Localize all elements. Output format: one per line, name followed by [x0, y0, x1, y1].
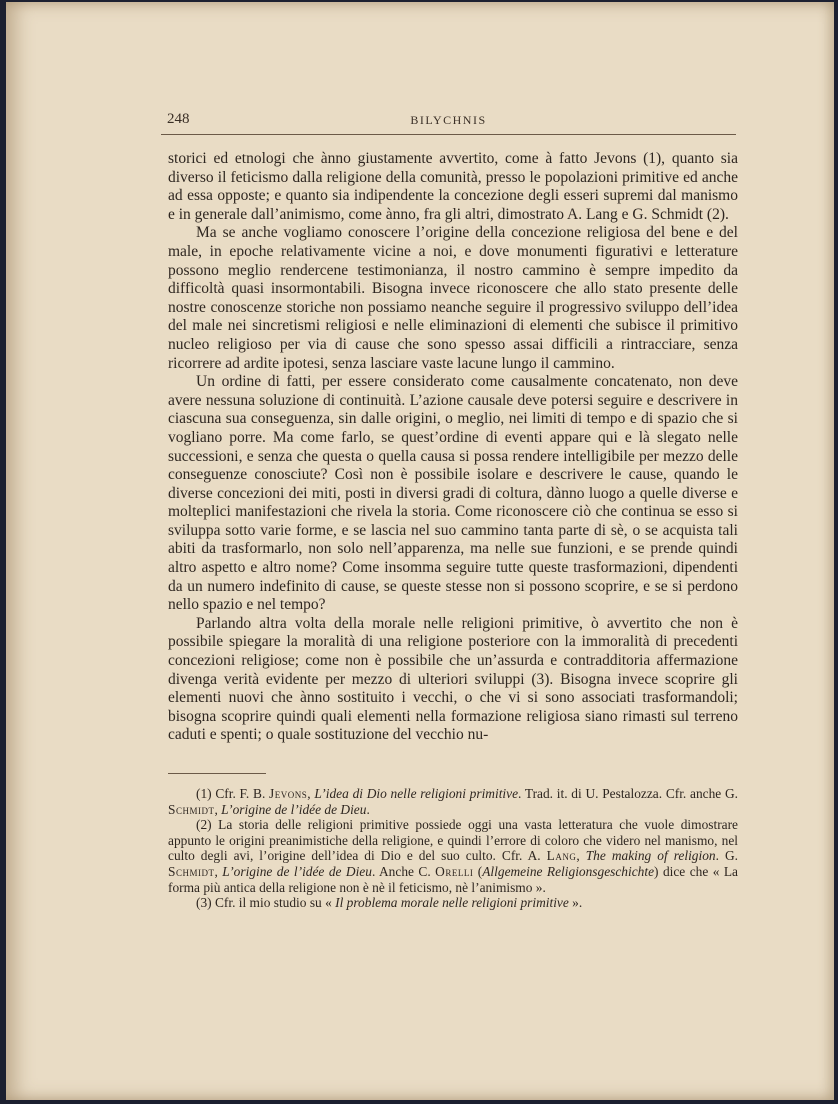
footnotes: [168, 786, 738, 911]
paragraph-4: Parlando altra volta della morale nelle religioni primitive, ò avvertito che non è possibile spiegare la moralità di una religione posteriore con la immoralità di precedenti concezioni religiose; come non è possibile che un’assurda e contradditoria affermazione divenga verità evidente per mezzo di ulteriori sviluppi (3). Bisogna invece scoprire gli elementi nuovi che ànno sostituito i vecchi, o che vi si sono associati trasformandoli; bisogna scoprire quindi quali elementi nella formazione religiosa siano rimasti sul terreno caduti e spenti; o quale sostituzione del vecchio nu-: [168, 614, 738, 744]
journal-title: BILYCHNIS: [410, 113, 487, 127]
footnote-title: The making of religion: [585, 848, 716, 864]
paragraph-1: storici ed etnologi che ànno giustamente avvertito, come à fatto Jevons (1), quanto sia diverso il feticismo dalla religione della comunità, presso le popolazioni primitive ed anche ad essa opposte; e quanto sia indipendente la concezione degli esseri supremi dal manismo e in generale dall’animismo, come ànno, fra gli altri, dimostrato A. Lang e G. Schmidt (2).: [168, 150, 738, 223]
book-page: [6, 2, 834, 1100]
footnote-author: Lang: [546, 848, 577, 864]
body-text: [168, 150, 738, 745]
page-number: 248: [167, 111, 190, 127]
footnote-title: L’idea di Dio nelle religioni primitive: [314, 786, 519, 801]
footnote-author: Jevons: [269, 786, 308, 801]
footnote-author: Schmidt: [168, 801, 215, 817]
paragraph-3: Un ordine di fatti, per essere considerato come causalmente concatenato, non deve avere nessuna soluzione di continuità. L’azione causale deve potersi seguire e descrivere in ciascuna sua conseguenza, sin dalle origini, o meglio, nei limiti di tempo e di spazio che si vogliano porre. Ma come farlo, se quest’ordine di eventi appare qui e là slegato nelle successioni, e senza che questa o quella causa si possa rendere intelligibile per mezzo delle conseguenze conosciute? Così non è possibile isolare e descrivere le cause, quando le diverse concezioni dei miti, posti in diversi gradi di coltura, dànno luogo a quelle diverse e molteplici manifestazioni che rivela la storia. Come riconoscere ciò che continua se esso si sviluppa sotto varie forme, e se lascia nel suo cammino tanta parte di sè, o se acquista tali abiti da trasformarlo, non solo nell’apparenza, ma nelle sue funzioni, e se prende quindi altro aspetto e altro nome? Come insomma seguire tutte queste trasformazioni, dipendenti da un numero indefinito di cause, se queste stesse non si possono scoprire, e se si perdono nello spazio e nel tempo?: [168, 373, 738, 614]
footnote-rule: [168, 773, 266, 774]
paragraph-2: Ma se anche vogliamo conoscere l’origine della concezione religiosa del bene e del male, in epoche relativamente vicine a noi, e dove monumenti figurativi e letterature possono meglio rendercene testimonianza, il nostro cammino è sempre impedito da difficoltà quasi insormontabili. Bisogna invece riconoscere che allo stato presente delle nostre conoscenze storiche non possiamo neanche seguire il progressivo sviluppo dell’idea del male nei sincretismi religiosi e nelle eliminazioni di elementi che subisce il primitivo nucleo religioso per via di cause che sono spesso assai difficili a rintracciare, senza ricorrere ad ardite ipotesi, senza lasciare vaste lacune lungo il cammino.: [168, 224, 738, 372]
footnote-title: L’origine de l’idée de Dieu: [221, 801, 367, 817]
footnote-2: (2) La storia delle religioni primitive possiede oggi una vasta letteratura che vuole dimostrare appunto le origini preanimistiche della religione, e quindi l’errore di coloro che videro nel manismo, nel culto degli avi, l’origine dell’idea di Dio e del suo culto. Cfr. A. Lang, The making of religion. G. Schmidt, L’origine de l’idée de Dieu. Anche C. Orelli (Allgemeine Religionsgeschichte) dice che « La forma più antica della religione non è nè il feticismo, nè l’animismo ».: [168, 817, 738, 895]
running-head: [161, 110, 736, 135]
footnote-1: (1) Cfr. F. B. Jevons, L’idea di Dio nelle religioni primitive. Trad. it. di U. Pestalozza. Cfr. anche G. Schmidt, L’origine de l’idée de Dieu.: [168, 786, 738, 817]
footnote-author: Orelli: [435, 863, 474, 879]
footnote-title: Il problema morale nelle religioni primitive: [335, 895, 569, 911]
footnote-3: (3) Cfr. il mio studio su « Il problema morale nelle religioni primitive ».: [196, 895, 583, 911]
footnote-author: Schmidt: [168, 863, 215, 879]
footnote-title: L’origine de l’idée de Dieu: [222, 863, 372, 879]
footnote-title: Allgemeine Religionsgeschichte: [482, 863, 655, 879]
